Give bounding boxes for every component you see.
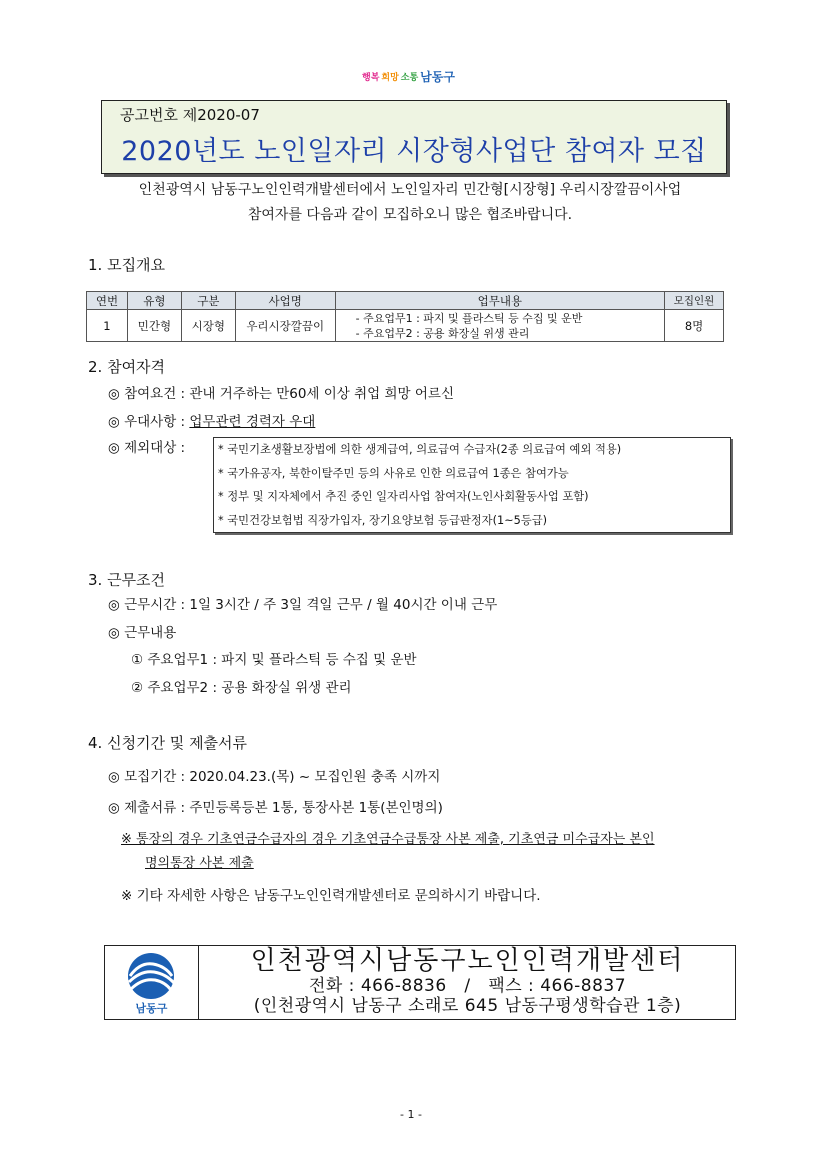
- work-content-label: ◎ 근무내용: [108, 625, 177, 641]
- note-inquiry: ※ 기타 자세한 사항은 남동구노인인력개발센터로 문의하시기 바랍니다.: [121, 888, 541, 904]
- column-header: 유형: [127, 292, 181, 310]
- logo-text: 남동구: [135, 1002, 168, 1015]
- org-name: 인천광역시남동구노인인력개발센터: [250, 946, 685, 976]
- work-hours: ◎ 근무시간 : 1일 3시간 / 주 3일 격일 근무 / 월 40시간 이내 근무: [108, 597, 498, 613]
- contact-phones: 전화 : 466-8836 / 팩스 : 466-8837: [308, 976, 627, 996]
- duty-line: - 주요업무1 : 파지 및 플라스틱 등 수집 및 운반: [355, 311, 583, 325]
- recruit-period: ◎ 모집기간 : 2020.04.23.(목) ~ 모집인원 충족 시까지: [108, 769, 441, 785]
- page-title: 2020년도 노인일자리 시장형사업단 참여자 모집: [121, 136, 707, 167]
- submit-docs: ◎ 제출서류 : 주민등록등본 1통, 통장사본 1통(본인명의): [108, 800, 443, 816]
- page-number: - 1 -: [400, 1108, 422, 1121]
- contact-info: [200, 946, 735, 1016]
- work-duty: ① 주요업무1 : 파지 및 플라스틱 등 수집 및 운반: [131, 652, 417, 668]
- column-header: 구분: [181, 292, 235, 310]
- exclusion-item: * 정부 및 지자체에서 추진 중인 일자리사업 참여자(노인사회활동사업 포함): [218, 490, 589, 503]
- exclusion-label: ◎ 제외대상 :: [108, 440, 186, 456]
- recruit-table: [86, 291, 724, 342]
- table-cell: 우리시장깔끔이: [235, 310, 335, 342]
- note-bankbook-cont: 명의통장 사본 제출: [145, 856, 254, 871]
- table-cell: 1: [87, 310, 128, 342]
- exclusion-item: * 국민건강보험법 직장가입자, 장기요양보험 등급판정자(1~5등급): [218, 513, 548, 527]
- table-cell: [335, 310, 664, 342]
- duty-line: - 주요업무2 : 공용 화장실 위생 관리: [355, 326, 530, 340]
- logo-part: 남동구: [420, 69, 455, 84]
- preference-value: 업무관련 경력자 우대: [189, 414, 316, 430]
- title-box: [101, 100, 727, 174]
- intro-line: 참여자를 다음과 같이 모집하오니 많은 협조바랍니다.: [247, 207, 573, 223]
- exclusion-item: * 국민기초생활보장법에 의한 생계급여, 의료급여 수급자(2종 의료급여 예외 적용): [218, 443, 622, 456]
- preference-line: [108, 410, 315, 430]
- intro-line: 인천광역시 남동구노인인력개발센터에서 노인일자리 민간형[시장형] 우리시장깔끔이사업: [138, 182, 682, 198]
- section-heading: 4. 신청기간 및 제출서류: [88, 734, 248, 752]
- exclusion-box: [213, 437, 731, 533]
- table-cell: 시장형: [181, 310, 235, 342]
- column-header: 모집인원: [665, 292, 724, 310]
- contact-address: (인천광역시 남동구 소래로 645 남동구평생학습관 1층): [253, 996, 682, 1016]
- contact-box: [104, 945, 736, 1020]
- notice-number: 공고번호 제2020-07: [120, 106, 260, 124]
- note-bankbook: ※ 통장의 경우 기초연금수급자의 경우 기초연금수급통장 사본 제출, 기초연금 미수급자는 본인: [121, 832, 655, 847]
- column-header: 연번: [87, 292, 128, 310]
- exclusion-item: * 국가유공자, 북한이탈주민 등의 사유로 인한 의료급여 1종은 참여가능: [218, 466, 569, 480]
- table-cell: 8명: [665, 310, 724, 342]
- logo-part: 희망: [381, 72, 399, 83]
- column-header: 사업명: [235, 292, 335, 310]
- namdong-logo: [105, 946, 199, 1019]
- table-row: [87, 310, 724, 342]
- logo-part: 소통: [400, 72, 419, 83]
- preference-label: ◎ 우대사항 :: [108, 414, 186, 430]
- section-heading: 3. 근무조건: [88, 571, 166, 589]
- intro-text: [60, 178, 760, 228]
- work-duty: ② 주요업무2 : 공용 화장실 위생 관리: [131, 680, 352, 696]
- requirement-label: ◎ 참여요건 :: [108, 386, 186, 402]
- header-logo: [362, 66, 462, 86]
- section-heading: 1. 모집개요: [88, 256, 166, 274]
- section-heading: 2. 참여자격: [88, 358, 166, 376]
- table-cell: 민간형: [127, 310, 181, 342]
- requirement-value: 관내 거주하는 만60세 이상 취업 희망 어르신: [189, 386, 454, 402]
- column-header: 업무내용: [335, 292, 664, 310]
- logo-part: 행복: [362, 72, 380, 83]
- requirement-line: [108, 382, 454, 402]
- table-header-row: [87, 292, 724, 310]
